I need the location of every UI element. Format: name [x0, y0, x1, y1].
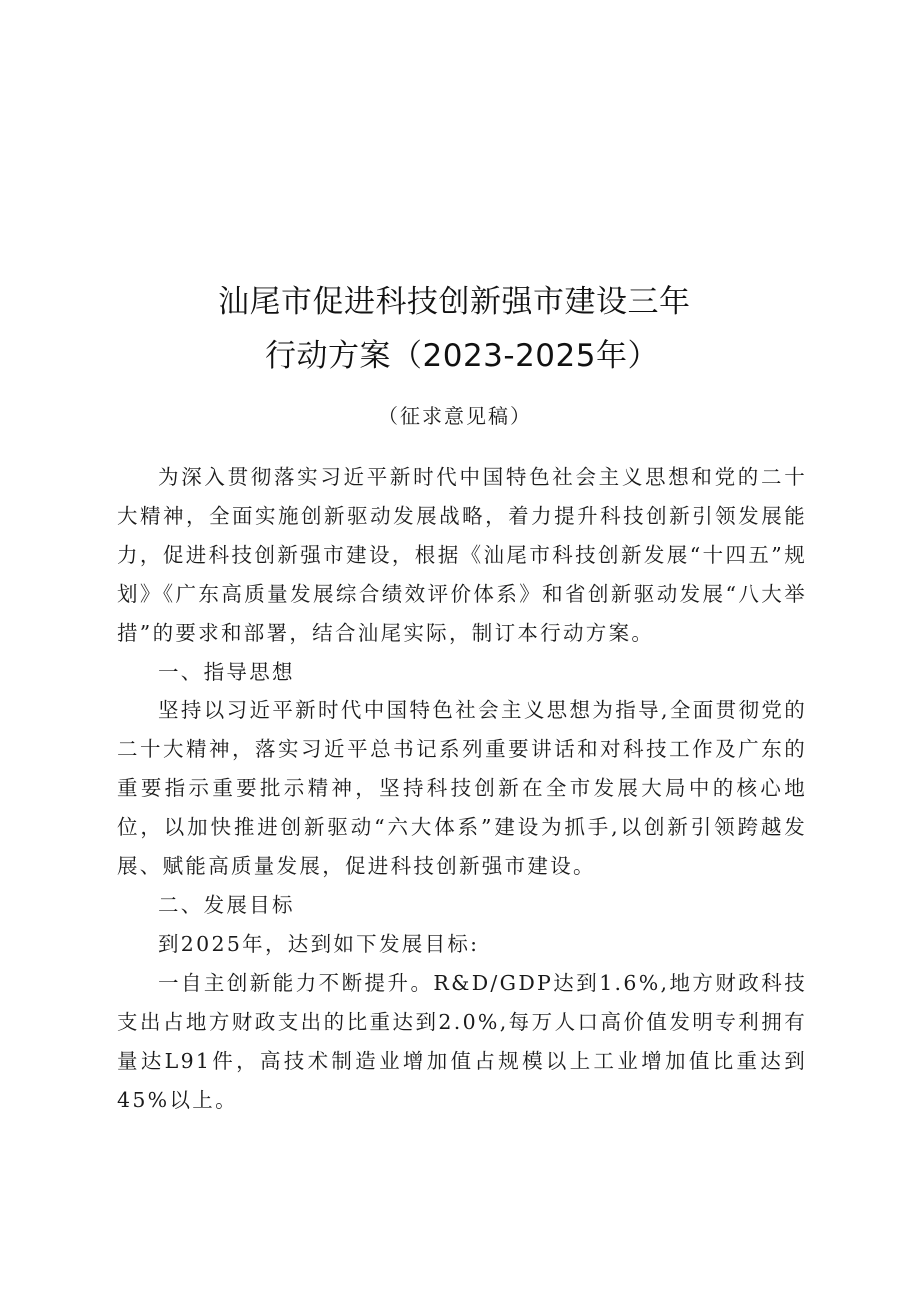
paragraph-goals-intro: 到2025年，达到如下发展目标: — [158, 931, 480, 956]
document-subtitle: （征求意见稿） — [378, 404, 532, 428]
document-title-line2: 行动方案（2023-2025年） — [265, 338, 659, 374]
document-title-line1: 汕尾市促进科技创新强市建设三年 — [218, 284, 691, 320]
section-heading-development-goals: 二、发展目标 — [158, 892, 295, 917]
paragraph-goal-innovation-capacity: 一自主创新能力不断提升。R&D/GDP达到1.6%,地方财政科技支出占地方财政支出的比重达到2.0%,每万人口高价值发明专利拥有量达L91件，高技术制造业增加值占规模以上工业增加值比重达到45%以上。 — [117, 970, 807, 1112]
paragraph-intro: 为深入贯彻落实习近平新时代中国特色社会主义思想和党的二十大精神，全面实施创新驱动发展战略，着力提升科技创新引领发展能力，促进科技创新强市建设，根据《汕尾市科技创新发展“十四五”规划》《广东高质量发展综合绩效评价体系》和省创新驱动发展“八大举措”的要求和部署，结合汕尾实际，制订本行动方案。 — [117, 465, 807, 645]
document-body — [117, 458, 807, 1119]
section-heading-guiding-ideology: 一、指导思想 — [158, 659, 295, 684]
paragraph-guiding-ideology: 坚持以习近平新时代中国特色社会主义思想为指导,全面贯彻党的二十大精神，落实习近平总书记系列重要讲话和对科技工作及广东的重要指示重要批示精神，坚持科技创新在全市发展大局中的核心地位，以加快推进创新驱动“六大体系”建设为抓手,以创新引领跨越发展、赋能高质量发展，促进科技创新强市建设。 — [117, 698, 807, 879]
